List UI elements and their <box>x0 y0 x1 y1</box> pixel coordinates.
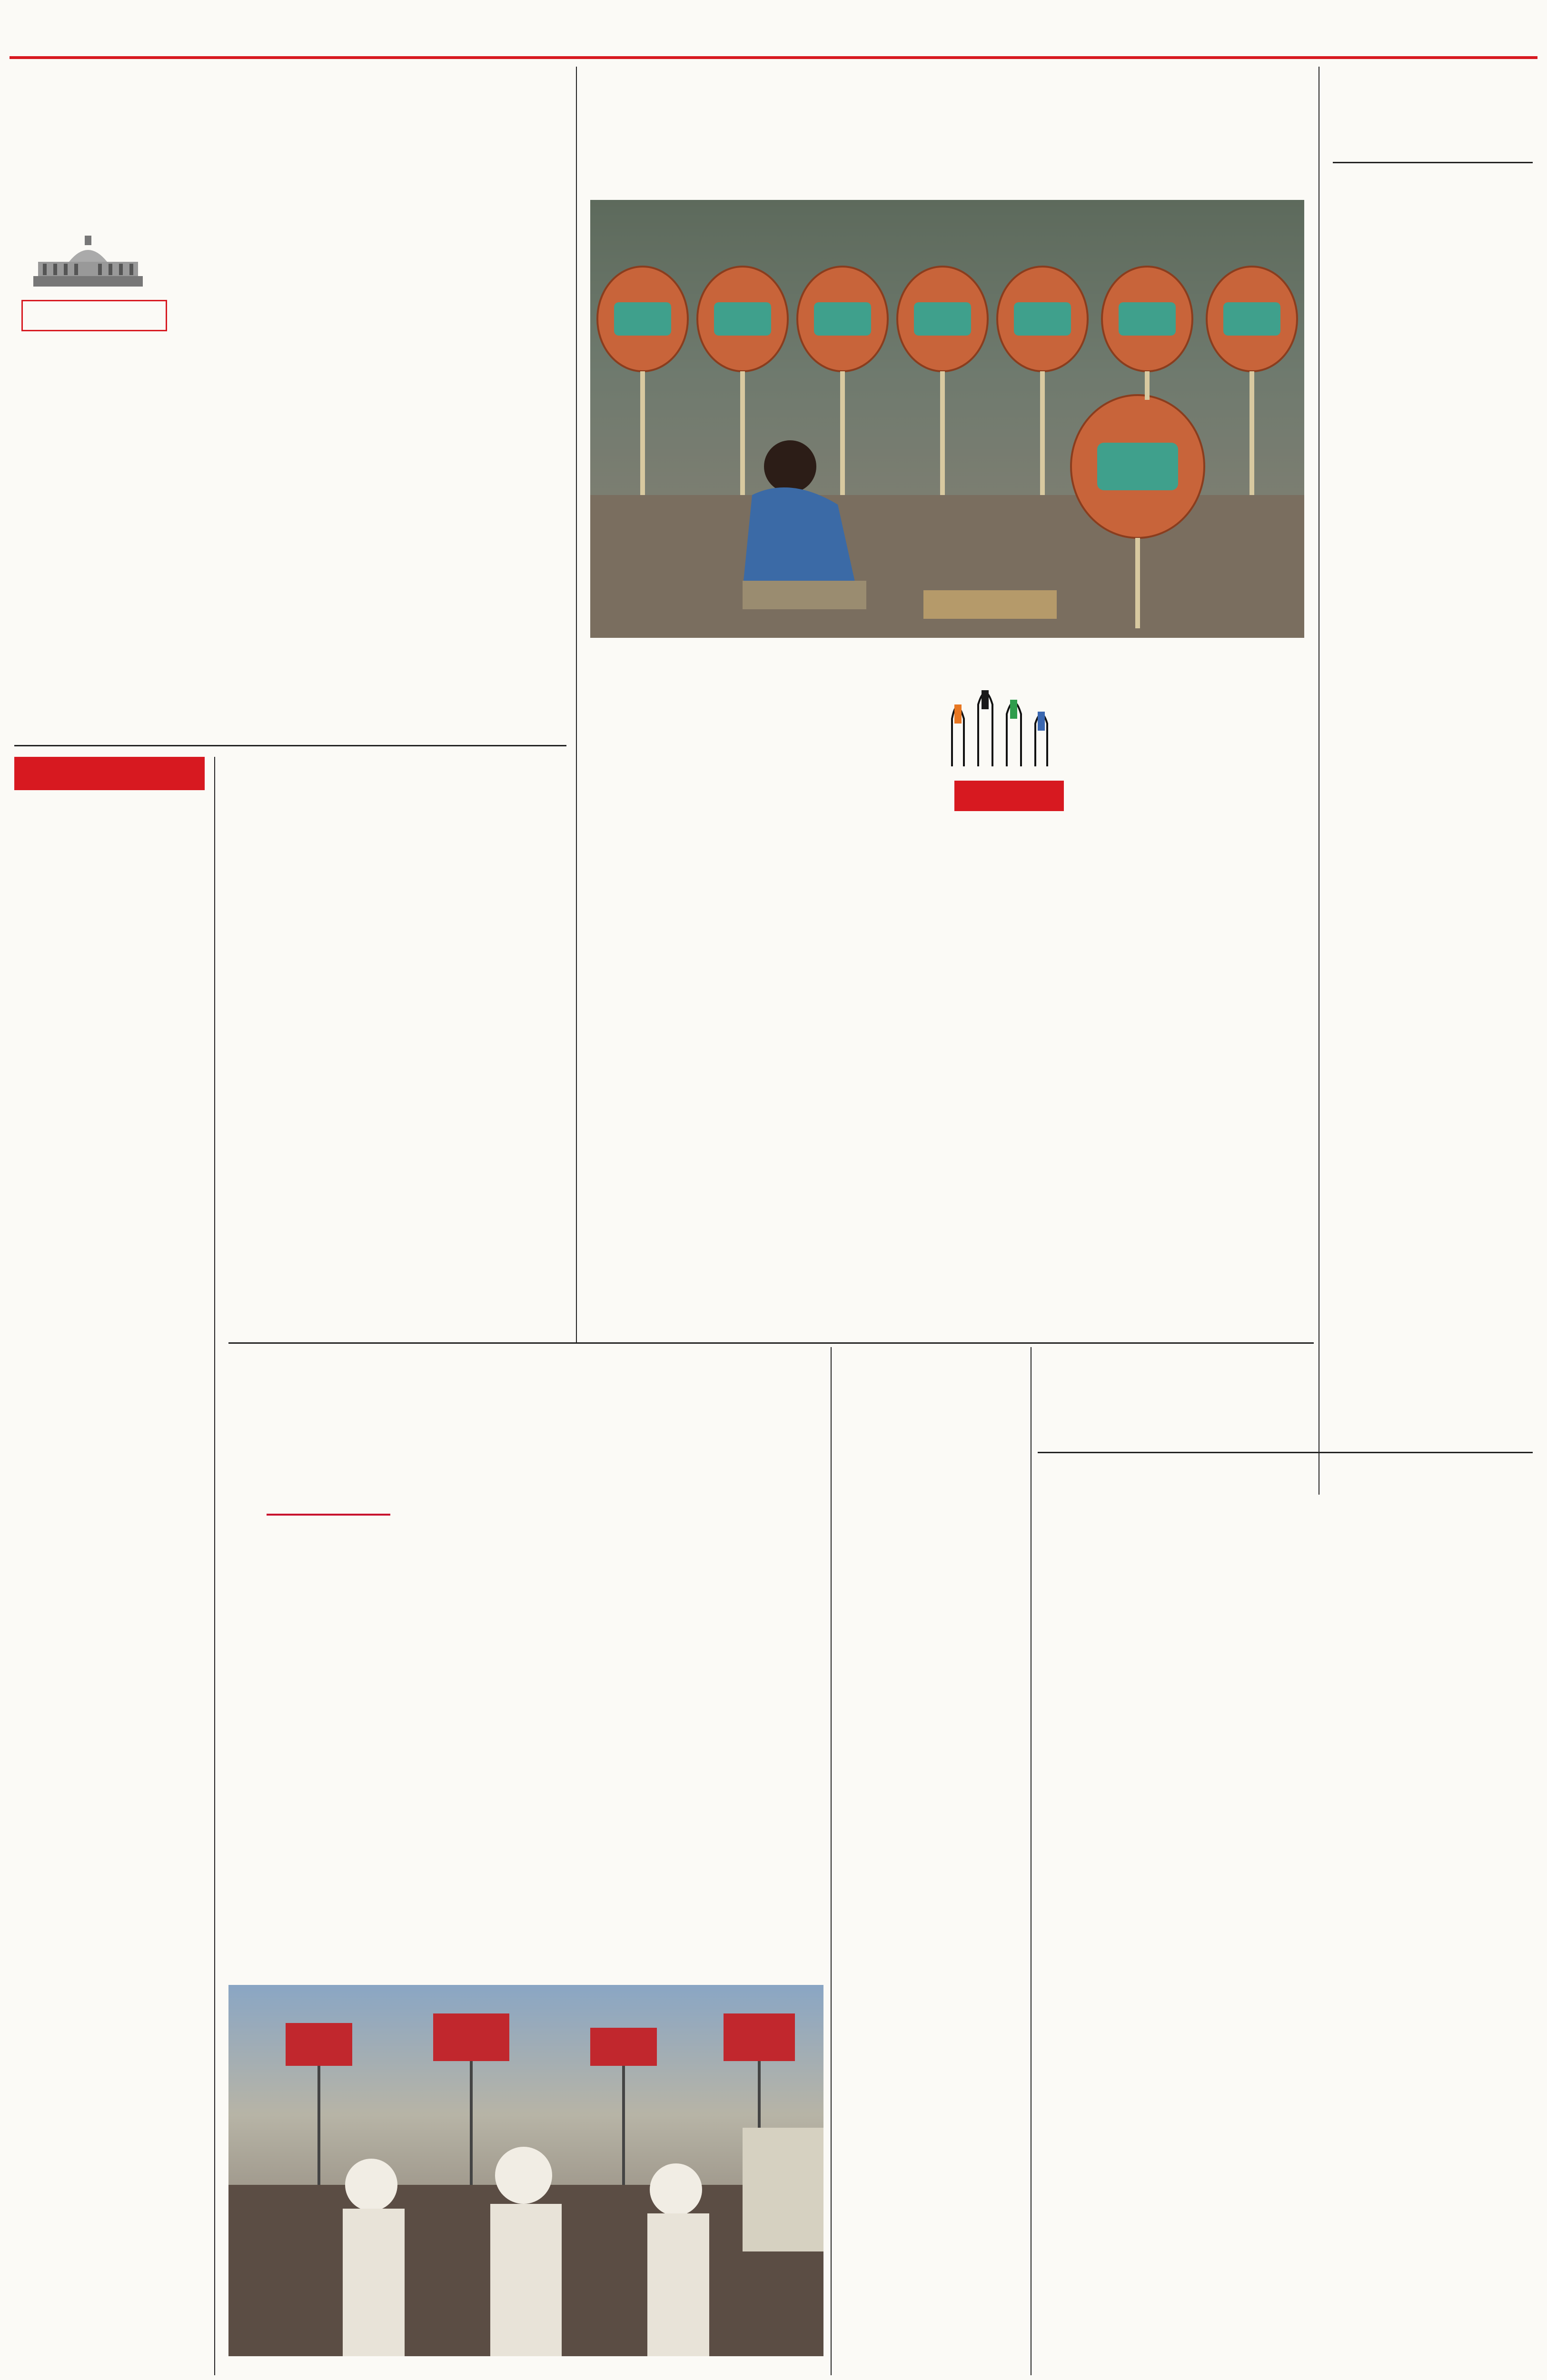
tea-col-2 <box>438 1571 605 1980</box>
rajye-vote-logo <box>895 676 1095 814</box>
rajbanshi-col-1 <box>1040 1533 1197 2370</box>
rule-tea-right <box>831 1347 832 2375</box>
editorial-rule <box>1333 162 1533 163</box>
briefs-column <box>14 800 205 2370</box>
rule-mid-1 <box>228 1342 1314 1344</box>
lead-body-col-1 <box>14 402 171 745</box>
rule-briefs <box>214 757 215 2375</box>
traffic-col-1 <box>228 966 438 1338</box>
lead-body-col-3 <box>378 267 566 745</box>
lakshmir-bhandar-photo <box>590 200 1304 638</box>
bandh-text <box>843 1509 1023 2370</box>
vote-text <box>954 781 1064 811</box>
feature-col-1 <box>666 645 876 1335</box>
lead-body-col-2 <box>188 271 364 745</box>
rajbanshi-rule <box>1038 1452 1533 1453</box>
rule-col-left <box>576 67 577 1342</box>
masthead-rule <box>10 56 1537 59</box>
feature-col-2 <box>890 866 1100 1335</box>
tea-col-3 <box>614 1354 823 1978</box>
editorial-letter-1 <box>1333 281 1533 804</box>
vote-2026-logo <box>21 300 167 331</box>
cpm-rally-photo <box>228 1985 823 2356</box>
traffic-col-2 <box>445 914 566 1338</box>
rule-lead-bottom <box>14 745 566 746</box>
tea-place <box>267 1514 390 1516</box>
feature-col-3 <box>1114 640 1309 1316</box>
briefs-header <box>14 757 205 790</box>
rajbanshi-col-2 <box>1207 1466 1364 2370</box>
assembly-building-icon <box>29 233 148 295</box>
tea-col-1 <box>228 1571 428 1980</box>
editorial-letter-2 <box>1333 947 1533 1376</box>
rajbanshi-col-4 <box>1373 1637 1533 2370</box>
